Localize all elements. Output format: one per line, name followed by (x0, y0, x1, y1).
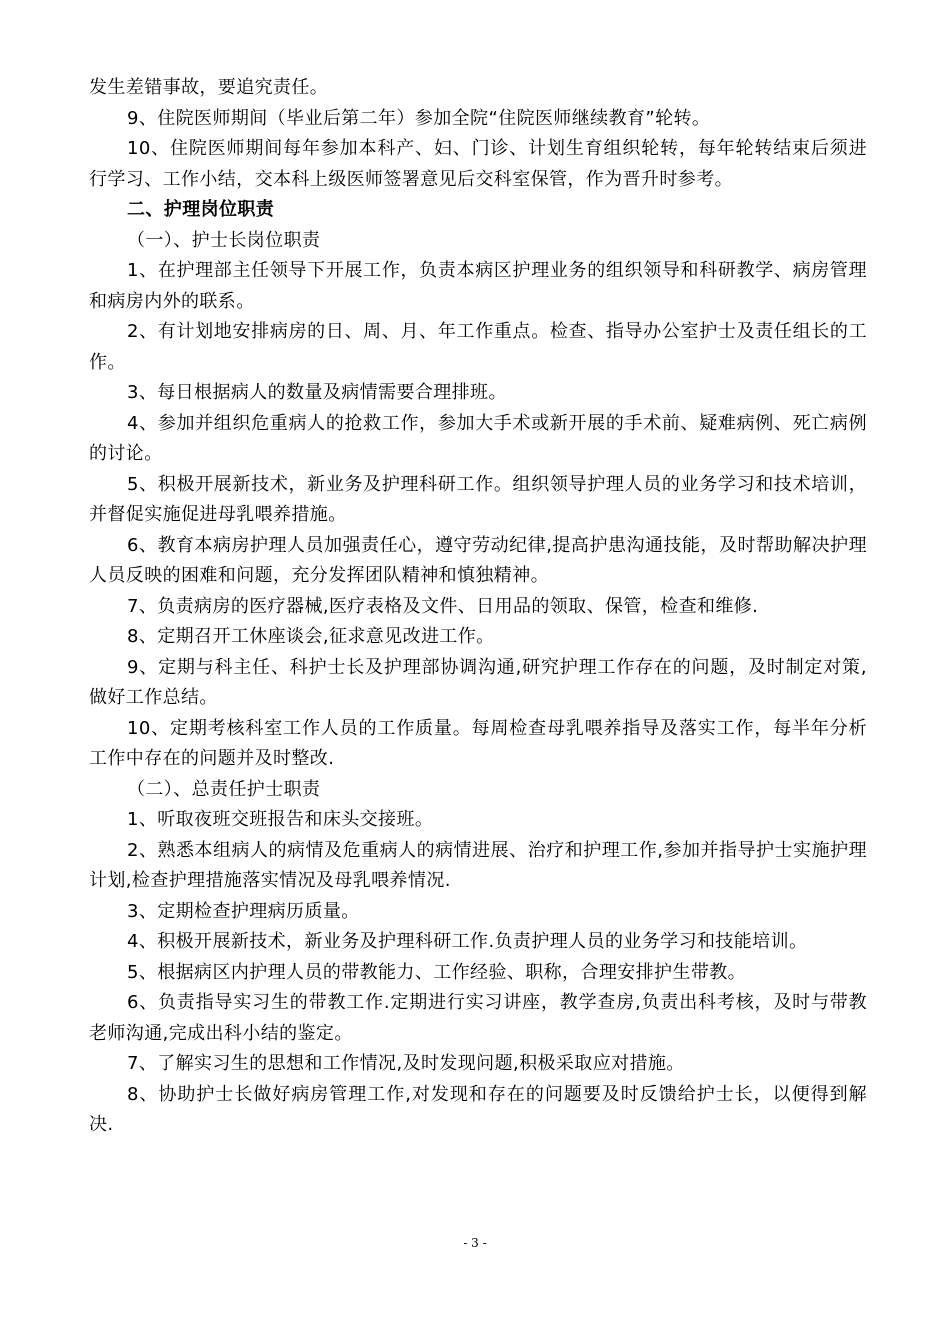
section-heading: 二、护理岗位职责 (127, 199, 275, 220)
page-number: - 3 - (463, 1236, 487, 1250)
paragraph: 10、定期考核科室工作人员的工作质量。每周检查母乳喂养指导及落实工作，每半年分析工作中存在的问题并及时整改. (89, 717, 867, 769)
paragraph: 8、协助护士长做好病房管理工作,对发现和存在的问题要及时反馈给护士长，以便得到解决. (89, 1083, 867, 1135)
paragraph: （二）、总责任护士职责 (127, 778, 321, 800)
paragraph: 1、听取夜班交班报告和床头交接班。 (127, 809, 434, 830)
paragraph: 5、积极开展新技术，新业务及护理科研工作。组织领导护理人员的业务学习和技术培训，并督促实施促进母乳喂养措施。 (89, 473, 867, 525)
paragraph: （一）、护士长岗位职责 (127, 229, 321, 251)
paragraph: 2、熟悉本组病人的病情及危重病人的病情进展、治疗和护理工作,参加并指导护士实施护理计划,检查护理措施落实情况及母乳喂养情况. (89, 839, 867, 891)
paragraph: 发生差错事故，要追究责任。 (89, 77, 329, 98)
paragraph: 5、根据病区内护理人员的带教能力、工作经验、职称，合理安排护生带教。 (127, 961, 747, 983)
paragraph: 4、积极开展新技术，新业务及护理科研工作.负责护理人员的业务学习和技能培训。 (127, 931, 808, 952)
paragraph: 8、定期召开工休座谈会,征求意见改进工作。 (127, 626, 495, 647)
paragraph: 10、住院医师期间每年参加本科产、妇、门诊、计划生育组织轮转，每年轮转结束后须进行学习、工作小结，交本科上级医师签署意见后交科室保管，作为晋升时参考。 (89, 138, 867, 190)
paragraph: 4、参加并组织危重病人的抢救工作，参加大手术或新开展的手术前、疑难病例、死亡病例的讨论。 (89, 412, 867, 464)
paragraph: 9、住院医师期间（毕业后第二年）参加全院“住院医师继续教育”轮转。 (127, 107, 711, 129)
paragraph: 7、负责病房的医疗器械,医疗表格及文件、日用品的领取、保管，检查和维修. (127, 595, 759, 617)
paragraph: 7、了解实习生的思想和工作情况,及时发现问题,积极采取应对措施。 (127, 1053, 685, 1074)
paragraph: 2、有计划地安排病房的日、周、月、年工作重点。检查、指导办公室护士及责任组长的工作。 (89, 321, 867, 373)
paragraph: 3、每日根据病人的数量及病情需要合理排班。 (127, 382, 507, 403)
paragraph: 1、在护理部主任领导下开展工作，负责本病区护理业务的组织领导和科研教学、病房管理和病房内外的联系。 (89, 260, 867, 312)
document-body (89, 73, 867, 1141)
paragraph: 6、负责指导实习生的带教工作.定期进行实习讲座，教学查房,负责出科考核，及时与带教老师沟通,完成出科小结的鉴定。 (89, 992, 867, 1044)
paragraph: 6、教育本病房护理人员加强责任心，遵守劳动纪律,提高护患沟通技能，及时帮助解决护理人员反映的困难和问题，充分发挥团队精神和慎独精神。 (89, 534, 867, 586)
paragraph: 3、定期检查护理病历质量。 (127, 900, 360, 922)
paragraph: 9、定期与科主任、科护士长及护理部协调沟通,研究护理工作存在的问题，及时制定对策,做好工作总结。 (89, 656, 867, 708)
